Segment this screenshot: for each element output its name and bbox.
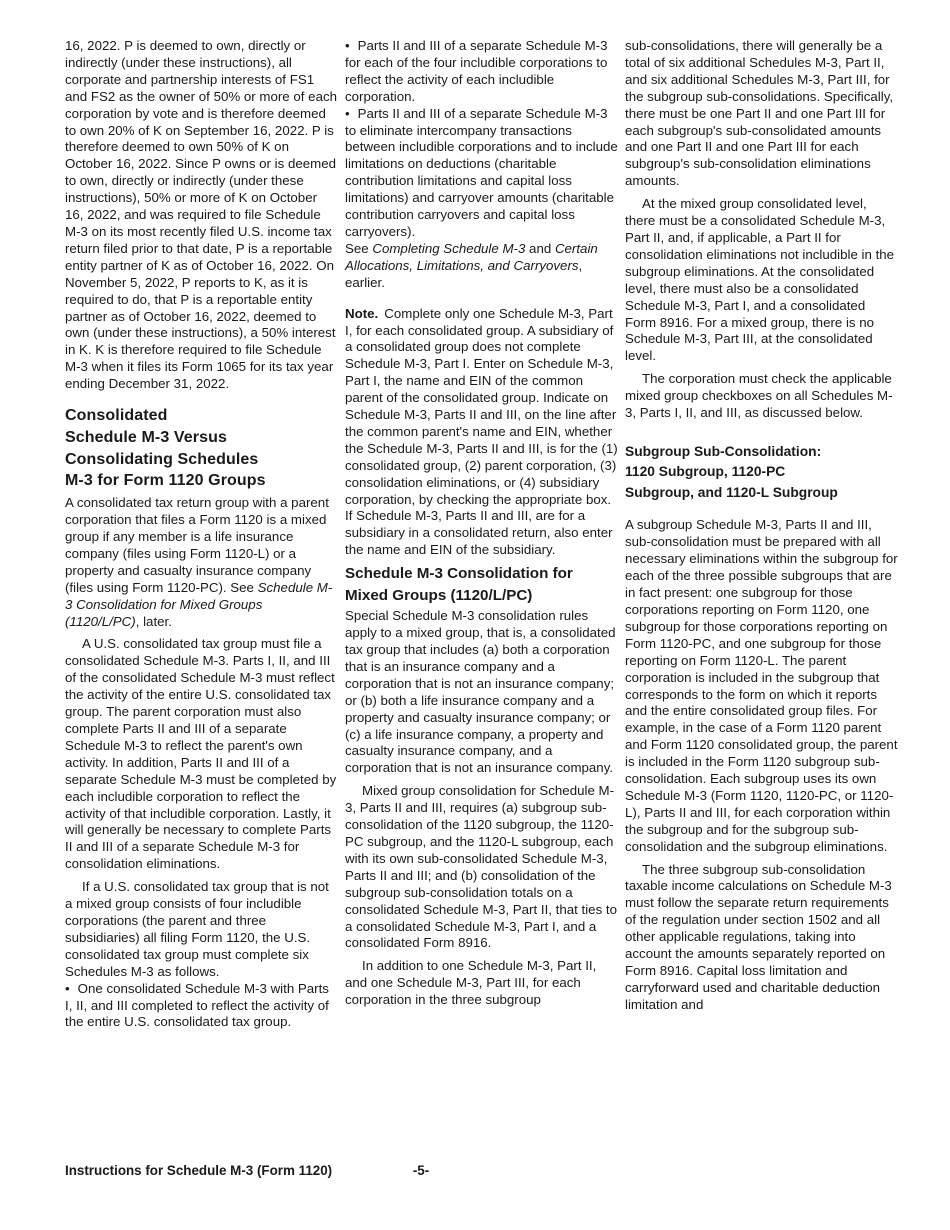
column-middle: [345, 38, 619, 1009]
cross-reference-italic: Completing Schedule M-3: [372, 240, 526, 256]
text-run: and: [525, 240, 555, 256]
text-run: See: [345, 240, 373, 256]
bullet-text: One consolidated Schedule M-3 with Parts I, II, and III completed to reflect the activity of the entire U.S. consolidated tax group.: [65, 980, 329, 1030]
bullet-icon: •: [345, 105, 350, 121]
heading-line: Schedule M-3 Consolidation for: [345, 565, 573, 583]
paragraph-subconsolidations-continuation: sub-consolidations, there will generally be a total of six additional Schedules M-3, Part II, and six additional Schedules M-3, Part III, for the subgroup sub-consolidations. Specifically, there must be one Part II and one Part III for each subgroup's sub-consolidated amounts and one Part II and one Part III for each subgroup's sub-consolidation eliminations amounts.: [625, 38, 894, 189]
paragraph-consolidated-filing-rules: A U.S. consolidated tax group must file a consolidated Schedule M-3. Parts I, II, and III of the consolidated Schedule M-3 must reflect the activity of the entire U.S. consolidated tax group. The parent corporation must also complete Parts II and III of a separate Schedule M-3 to reflect the parent's own activity. In addition, Parts II and III of a separate Schedule M-3 must be completed by each includible corporation to reflect the activity of that includible corporation. Lastly, it will generally be necessary to complete Parts II and III of a separate Schedule M-3 for consolidation eliminations.: [65, 636, 337, 872]
heading-consolidated-vs-consolidating: [65, 405, 339, 492]
paragraph-reportable-entity-example: 16, 2022. P is deemed to own, directly or indirectly (under these instructions), all corporate and partnership interests of FS1 and FS2 as the owner of 50% or more of each corporation by vote and is therefore deemed to own 20% of K on September 16, 2022. P is therefore deemed to own 50% of K on October 16, 2022. Since P owns or is deemed to own, directly or indirectly (under these instructions), 50% or more of K on October 16, 2022, and was required to file Schedule M-3 on its most recently filed U.S. income tax return filed prior to that date, P is a reportable entity partner of K as of October 16, 2022. On November 5, 2022, P reports to K, as it is required to do, that P is a reportable entity partner as of October 16, 2022, deemed to own (under these instructions), a 50% interest in K. K is therefore required to file Schedule M-3 when it files its Form 1065 for its tax year ending December 31, 2022.: [65, 38, 338, 392]
paragraph-checkboxes: The corporation must check the applicable mixed group checkboxes on all Schedules M-3, Parts I, II, and III, as discussed below.: [625, 371, 893, 421]
paragraph-see-reference: [345, 241, 619, 292]
text-run: , earlier.: [345, 257, 583, 290]
heading-line: Schedule M-3 Versus: [65, 428, 227, 446]
cross-reference-italic: Schedule M-3 Consolidation for Mixed Groups (1120/L/PC): [65, 579, 333, 629]
paragraph-in-addition: In addition to one Schedule M-3, Part II, and one Schedule M-3, Part III, for each corporation in the three subgroup: [345, 958, 597, 1008]
paragraph-mixed-group-definition: [65, 495, 339, 630]
column-right: [625, 38, 899, 1014]
page-footer: [65, 1163, 885, 1178]
paragraph-special-consolidation-rules: Special Schedule M-3 consolidation rules apply to a mixed group, that is, a consolidated tax group that includes (a) both a corporation that is an insurance company and a corporation that is not an insurance company; or (b) both a life insurance company and a property and casualty insurance company; or (c) a life insurance company, a property and casualty insurance company, and a corporation that is not an insurance company.: [345, 608, 616, 776]
bullet-text: Parts II and III of a separate Schedule M-3 to eliminate intercompany transactions between includible corporations and to include limitations on deductions (charitable contribution limitations and capital loss limitations) and carryover amounts (charitable contribution carryovers and capital loss carryovers).: [345, 105, 618, 239]
heading-line: Subgroup, and 1120-L Subgroup: [625, 484, 838, 500]
column-left: [65, 38, 339, 1031]
paragraph-three-subgroup-taxable-income: The three subgroup sub-consolidation taxable income calculations on Schedule M-3 must follow the separate return requirements of the regulation under section 1502 and all other applicable regulations, taking into account the amounts separately reported on Form 8916. Capital loss limitation and carryforward used and charitable deduction limitation and: [625, 861, 892, 1012]
heading-line: Mixed Groups (1120/L/PC): [345, 586, 533, 604]
bullet-text: Parts II and III of a separate Schedule M-3 for each of the four includible corporations to reflect the activity of each includible corporation.: [345, 38, 608, 104]
note-paragraph: [345, 306, 619, 560]
paragraph-six-schedules-example: If a U.S. consolidated tax group that is not a mixed group consists of four includible corporations (the parent and three subsidiaries) all filing Form 1120, the U.S. consolidated tax group must complete six Schedules M-3 as follows.: [65, 879, 329, 979]
bullet-icon: •: [65, 980, 70, 996]
text-run: A consolidated tax return group with a parent corporation that files a Form 1120 is a mixed group if any member is a life insurance company (files using Form 1120-L) or a property and casualty insurance company (files using Form 1120-PC). See: [65, 495, 329, 595]
page-number: -5-: [412, 1163, 430, 1178]
bullet-icon: •: [345, 38, 350, 53]
heading-line: Consolidating Schedules: [65, 450, 259, 468]
heading-line: 1120 Subgroup, 1120-PC: [625, 464, 786, 480]
heading-subgroup-subconsolidation: [625, 442, 899, 504]
text-run: , later.: [135, 613, 172, 629]
bullet-item-parts-separate-schedule: [345, 38, 619, 106]
heading-line: Consolidated: [65, 407, 168, 425]
heading-line: M-3 for Form 1120 Groups: [65, 472, 266, 490]
footer-title: Instructions for Schedule M-3 (Form 1120): [65, 1163, 333, 1178]
paragraph-mixed-group-consolidated-level: At the mixed group consolidated level, there must be a consolidated Schedule M-3, Part II, and, if applicable, a Part II for consolidation eliminations not includible in the subgroup eliminations. At the consolidated level, there must also be a consolidated Schedule M-3, Part I, and a consolidated Form 8916. For a mixed group, there is no Schedule M-3, Part III, at the consolidated level.: [625, 196, 895, 364]
paragraph-mixed-group-consolidation: Mixed group consolidation for Schedule M-3, Parts II and III, requires (a) subgroup sub-consolidation of the 1120 subgroup, the 1120-PC subgroup, and the 1120-L subgroup, each with its own sub-consolidated Schedule M-3, Parts II and III; and (b) consolidation of the subgroup sub-consolidation totals on a consolidated Schedule M-3, Part II, that ties to a consolidated Schedule M-3, Part I, and a consolidated Form 8916.: [345, 783, 617, 951]
bullet-item-eliminate-intercompany: [345, 106, 619, 241]
note-label: Note.: [345, 305, 379, 321]
cross-reference-italic: Certain Allocations, Limitations, and Carryovers: [345, 240, 598, 273]
heading-mixed-groups-consolidation: [345, 563, 619, 606]
heading-line: Subgroup Sub-Consolidation:: [625, 443, 822, 459]
paragraph-subgroup-preparation: A subgroup Schedule M-3, Parts II and III, sub-consolidation must be prepared with all necessary eliminations within the subgroup for each of the three possible subgroups that are in fact present: one subgroup for those corporations reporting on Form 1120, one subgroup for those corporations reporting on Form 1120-PC, and one subgroup for those reporting on Form 1120-L. The parent corporation is included in the subgroup that corresponds to the form on which it reports and the entire consolidated group files. For example, in the case of a Form 1120 parent and Form 1120 consolidated group, the parent is included in the Form 1120 subgroup sub-consolidation. Each subgroup uses its own Schedule M-3 (Form 1120, 1120-PC, or 1120-L), Parts II and III, for each corporation within the subgroup and for the subgroup sub-consolidation and the subgroup eliminations.: [625, 517, 898, 854]
bullet-item-consolidated-schedule: [65, 981, 339, 1032]
note-text: Complete only one Schedule M-3, Part I, for each consolidated group. A subsidiary of a consolidated group does not complete Schedule M-3, Part I. Enter on Schedule M-3, Part I, the name and EIN of the common parent of the consolidated group. Indicate on Schedule M-3, Parts II and III, on the line after the common parent's name and EIN, whether the Schedule M-3, Parts II and III, is for the (1) consolidated group, (2) parent corporation, (3) consolidation eliminations, or (4) subsidiary corporation, by checking the appropriate box. If Schedule M-3, Parts II and III, are for a subsidiary in a consolidated return, also enter the name and EIN of the subsidiary.: [345, 305, 618, 558]
